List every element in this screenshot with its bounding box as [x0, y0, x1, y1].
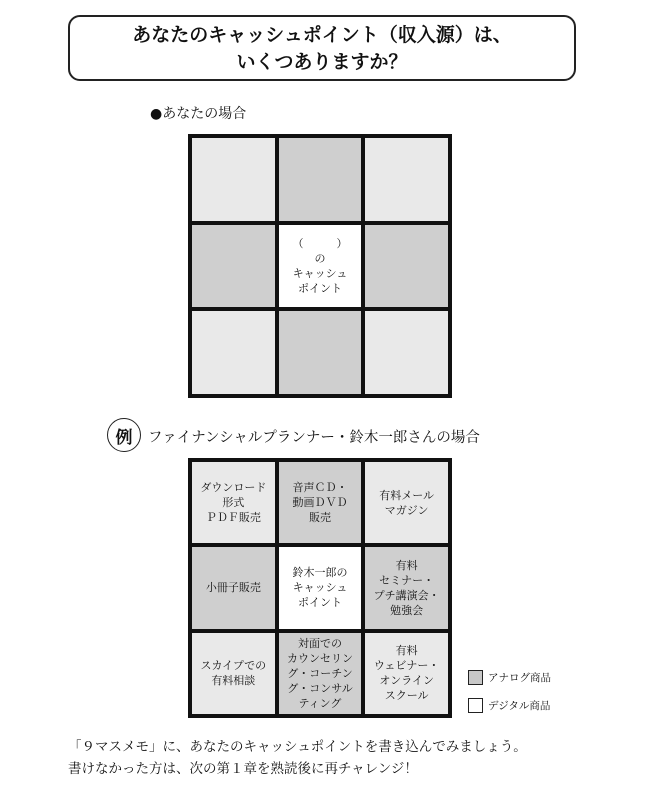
grid-cell [365, 311, 448, 394]
legend-digital-label: デジタル商品 [488, 700, 551, 712]
example-cell: スカイプでの 有料相談 [192, 633, 275, 714]
center-line-2: キャッシュ [292, 266, 348, 280]
example-cell: 有料 セミナー・ プチ講演会・ 勉強会 [365, 547, 448, 628]
title-line-2: いくつありますか？ [236, 51, 408, 73]
example-center-cell: 鈴木一郎の キャッシュ ポイント [279, 547, 362, 628]
example-cell: 音声ＣＤ・ 動画ＤＶＤ 販売 [279, 462, 362, 543]
section1-label: ●あなたの場合 [150, 106, 247, 122]
example-cell: 有料メール マガジン [365, 462, 448, 543]
footer-line-2: 書けなかった方は、次の第１章を熟読後に再チャレンジ！ [68, 761, 418, 777]
center-line-1: の [314, 251, 326, 265]
footer-text [68, 736, 527, 780]
example-cell: 対面での カウンセリン グ・コーチン グ・コンサル ティング [279, 633, 362, 714]
legend-analog-label: アナログ商品 [488, 672, 551, 684]
example-cell: 小冊子販売 [192, 547, 275, 628]
center-paren: （ ） [292, 236, 348, 250]
example-cell: 有料 ウェビナー・ オンライン スクール [365, 633, 448, 714]
grid-cell [192, 311, 275, 394]
grid-cell [279, 138, 362, 221]
footer-line-1: 「９マスメモ」に、あなたのキャッシュポイントを書き込んでみましょう。 [68, 739, 527, 755]
grid-center-cell [279, 225, 362, 308]
title-line-1: あなたのキャッシュポイント（収入源）は、 [132, 24, 512, 46]
legend-analog [468, 670, 551, 685]
section2-label: ファイナンシャルプランナー・鈴木一郎さんの場合 [148, 430, 480, 446]
grid-cell [365, 138, 448, 221]
grid-cell [192, 225, 275, 308]
grid-cell [365, 225, 448, 308]
digital-swatch [468, 698, 483, 713]
legend-digital [468, 698, 550, 713]
analog-swatch [468, 670, 483, 685]
nine-grid-example [188, 458, 452, 718]
grid-cell [279, 311, 362, 394]
center-line-3: ポイント [297, 281, 342, 295]
example-cell: ダウンロード 形式 ＰＤＦ販売 [192, 462, 275, 543]
nine-grid-blank [188, 134, 452, 398]
title-box [68, 15, 576, 81]
grid-cell [192, 138, 275, 221]
example-badge: 例 [107, 418, 141, 452]
